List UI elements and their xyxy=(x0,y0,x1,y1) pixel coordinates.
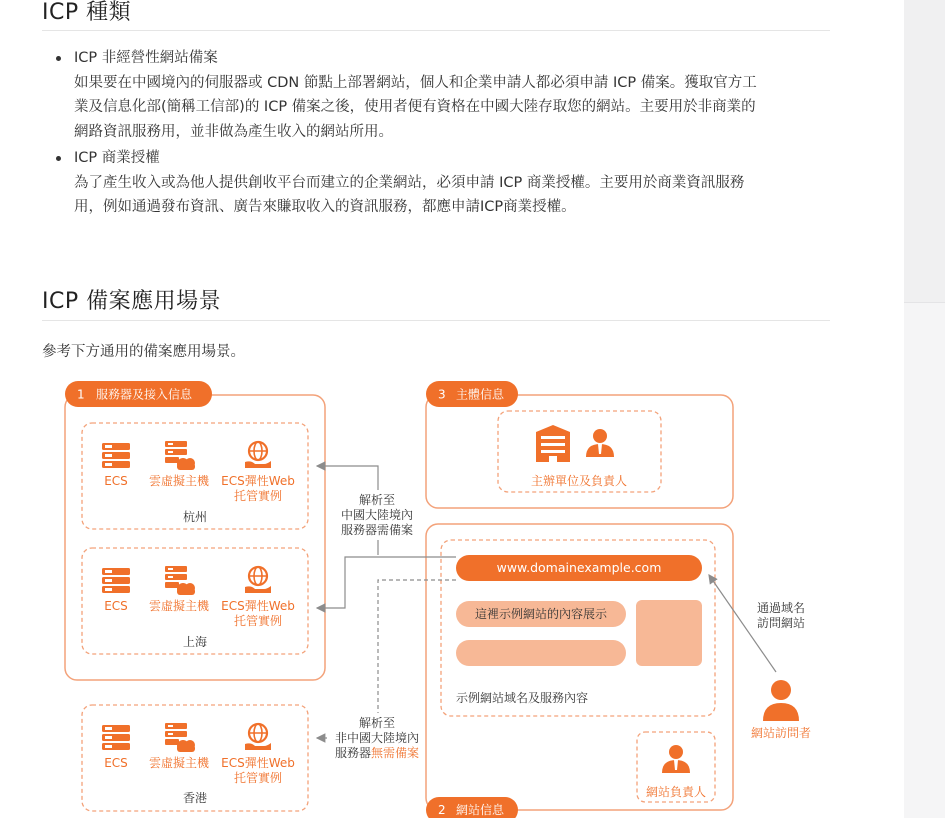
content-placeholder-block xyxy=(636,600,702,666)
item-text-line: 如果要在中國境內的伺服器或 CDN 節點上部署網站，個人和企業申請人都必須申請 ICP 備案。獲取官方工 xyxy=(74,74,757,91)
scenarios-intro: 參考下方通用的備案應用場景。 xyxy=(42,344,245,360)
service-label: ECS彈性Web xyxy=(221,756,295,770)
virtual-host-icon xyxy=(165,566,195,595)
ecs-icon xyxy=(102,725,130,750)
ecs-icon xyxy=(102,568,130,593)
note-mainland-line: 中國大陸境內 xyxy=(340,508,414,522)
content-placeholder-bar xyxy=(456,640,626,666)
item-heading: ICP 商業授權 xyxy=(74,150,160,166)
box-entity-info xyxy=(426,395,733,508)
item-heading: ICP 非經營性網站備案 xyxy=(74,50,218,66)
badge-label: 主體信息 xyxy=(456,387,505,402)
note-non-mainland-line: 解析至 xyxy=(358,716,396,730)
note-mainland-line: 解析至 xyxy=(358,493,396,507)
website-caption: 示例網站域名及服務內容 xyxy=(456,691,589,705)
service-label: ECS xyxy=(104,756,128,770)
badge-number: 2 xyxy=(438,803,446,817)
virtual-host-icon xyxy=(165,723,195,752)
service-label: ECS彈性Web xyxy=(221,474,295,488)
visitor-label: 網站訪問者 xyxy=(750,726,812,740)
arrow-to-shanghai xyxy=(317,557,456,608)
item-text-line: 網路資訊服務用，並非做為產生收入的網站所用。 xyxy=(74,123,393,140)
note-visit-line: 訪問網站 xyxy=(756,616,806,630)
person-icon xyxy=(586,429,614,457)
visitor-icon xyxy=(763,680,799,721)
badge-number: 3 xyxy=(438,387,446,402)
service-label: 托管實例 xyxy=(233,771,283,785)
badge-entity-info xyxy=(426,381,518,407)
service-label: 托管實例 xyxy=(233,614,283,628)
web-hosting-icon xyxy=(245,442,271,468)
service-label: 雲虛擬主機 xyxy=(148,599,210,613)
web-hosting-icon xyxy=(245,724,271,750)
note-non-mainland-line xyxy=(335,745,419,760)
service-label: 托管實例 xyxy=(233,489,283,503)
badge-website-info xyxy=(426,797,518,818)
item-text-line: 業及信息化部(簡稱工信部)的 ICP 備案之後，使用者便有資格在中國大陸存取您的網站。主要用於非商業的 xyxy=(74,99,756,115)
service-label: ECS xyxy=(104,474,128,488)
building-icon xyxy=(536,425,570,462)
note-server: 服務器 xyxy=(334,746,371,760)
region-name: 上海 xyxy=(182,635,208,649)
note-non-mainland-line: 非中國大陸境內 xyxy=(334,731,420,745)
badge-label: 服務器及接入信息 xyxy=(96,387,193,402)
note-visit-line: 通過域名 xyxy=(756,601,806,615)
owner-label: 網站負責人 xyxy=(645,785,707,799)
entity-label: 主辦單位及負責人 xyxy=(530,474,628,488)
badge-label: 網站信息 xyxy=(456,803,505,817)
service-label: ECS xyxy=(104,599,128,613)
section-title-icp-types: ICP 種類 xyxy=(42,0,132,25)
note-mainland-line: 服務器需備案 xyxy=(340,523,414,537)
badge-number: 1 xyxy=(77,387,85,402)
service-label: 雲虛擬主機 xyxy=(148,474,210,488)
virtual-host-icon xyxy=(165,441,195,470)
domain-text: www.domainexample.com xyxy=(496,560,662,575)
service-label: ECS彈性Web xyxy=(221,599,295,613)
service-label: 雲虛擬主機 xyxy=(148,756,210,770)
note-no-filing: 無需備案 xyxy=(371,746,420,760)
item-text-line: 為了產生收入或為他人提供創收平台而建立的企業網站，必須申請 ICP 商業授權。主要用於商業資訊服務 xyxy=(74,174,745,191)
person-icon xyxy=(662,745,690,773)
item-text-line: 用，例如通過發布資訊、廣告來賺取收入的資訊服務，都應申請ICP商業授權。 xyxy=(74,199,576,215)
web-hosting-icon xyxy=(245,567,271,593)
region-name: 杭州 xyxy=(182,510,208,524)
region-name: 香港 xyxy=(182,791,208,805)
section-title-icp-scenarios: ICP 備案應用場景 xyxy=(42,289,222,314)
content-bar-label: 這裡示例網站的內容展示 xyxy=(474,607,608,621)
ecs-icon xyxy=(102,443,130,468)
badge-server-info xyxy=(65,381,212,407)
